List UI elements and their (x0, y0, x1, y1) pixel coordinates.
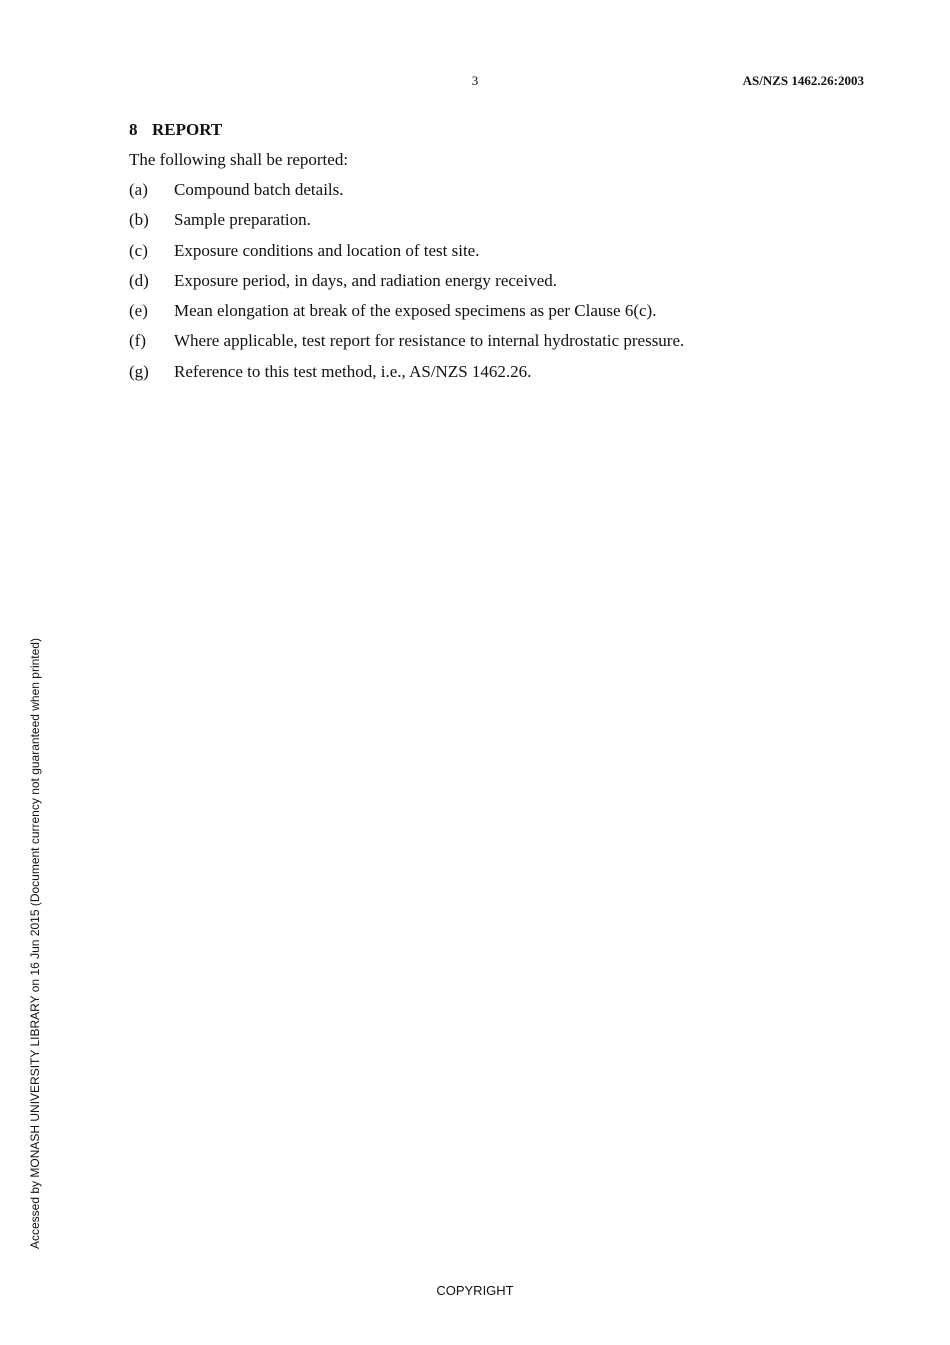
list-item-text: Reference to this test method, i.e., AS/NZS 1462.26. (174, 361, 532, 381)
report-items-list (129, 180, 684, 392)
list-item-text: Compound batch details. (174, 180, 344, 199)
list-item-text: Mean elongation at break of the exposed specimens as per Clause 6(c). (174, 301, 657, 321)
list-item (129, 210, 684, 240)
list-item (129, 301, 684, 331)
list-item-text: Sample preparation. (174, 210, 311, 230)
copyright-footer: COPYRIGHT (436, 1283, 514, 1298)
list-item (129, 241, 684, 271)
section-heading (129, 120, 222, 140)
section-intro: The following shall be reported: (129, 150, 349, 169)
list-item-marker: (d) (129, 270, 149, 290)
list-item-marker: (f) (129, 331, 146, 351)
document-id: AS/NZS 1462.26:2003 (742, 73, 864, 88)
list-item (129, 331, 684, 361)
list-item-text: Exposure period, in days, and radiation energy received. (174, 270, 557, 290)
list-item-marker: (e) (129, 301, 148, 321)
list-item (129, 271, 684, 301)
list-item-text: Exposure conditions and location of test site. (174, 240, 480, 260)
list-item-marker: (b) (129, 210, 149, 230)
section-number: 8 (129, 120, 138, 139)
list-item-marker: (a) (129, 180, 148, 199)
list-item (129, 180, 684, 210)
list-item (129, 362, 684, 392)
list-item-marker: (g) (129, 361, 149, 381)
section-title: REPORT (152, 120, 223, 139)
page-number: 3 (471, 73, 479, 88)
access-watermark: Accessed by MONASH UNIVERSITY LIBRARY on 16 Jun 2015 (Document currency not guaranteed when printed) (28, 638, 42, 1249)
list-item-text: Where applicable, test report for resistance to internal hydrostatic pressure. (174, 331, 685, 351)
list-item-marker: (c) (129, 240, 148, 260)
